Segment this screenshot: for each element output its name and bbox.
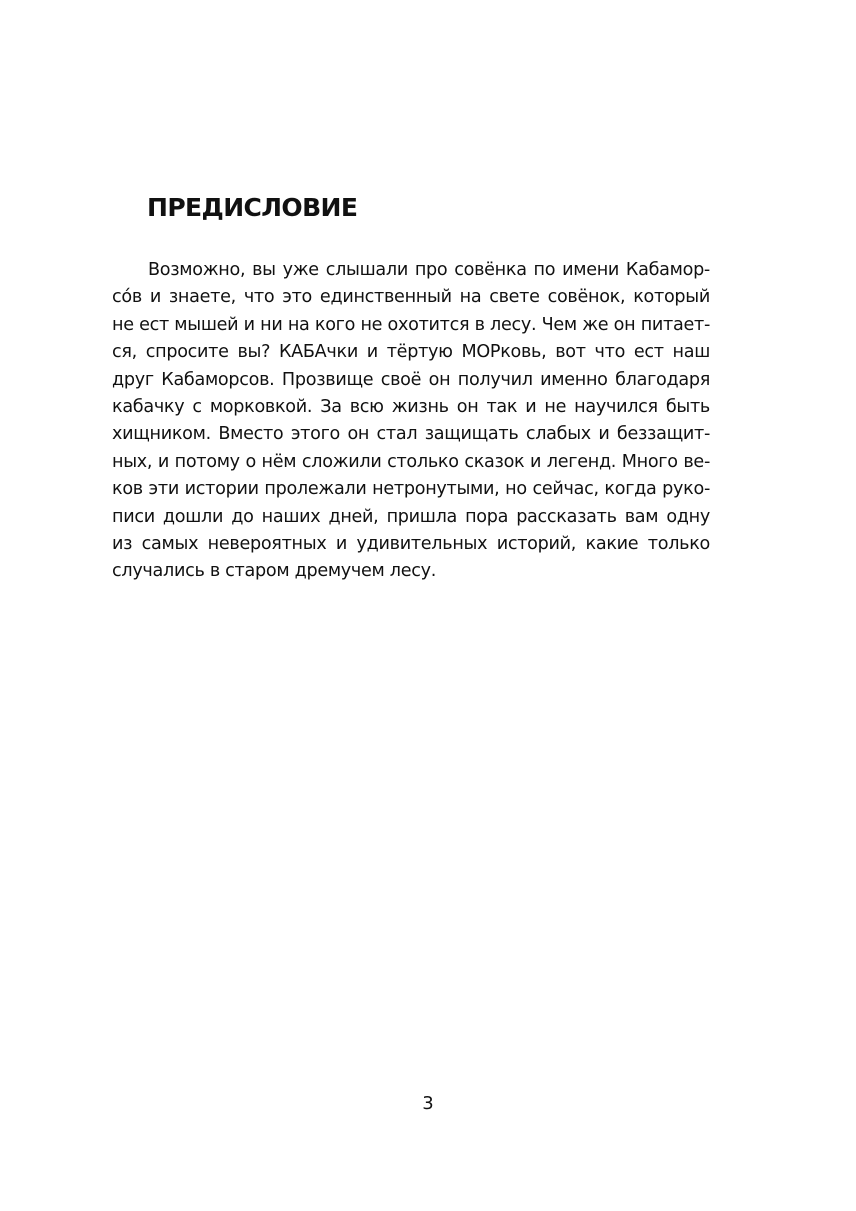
- paragraph-line: из самых невероятных и удивительных историй, какие только: [112, 533, 710, 554]
- paragraph-line: писи дошли до наших дней, пришла пора рассказать вам одну: [112, 506, 710, 527]
- preface-paragraph: [112, 257, 710, 586]
- page-number: 3: [422, 1093, 434, 1114]
- paragraph-line: случались в старом дремучем лесу.: [112, 561, 437, 582]
- paragraph-line: со́в и знаете, что это единственный на свете совёнок, который: [112, 287, 710, 308]
- paragraph-line: ков эти истории пролежали нетронутыми, но сейчас, когда руко-: [112, 479, 710, 500]
- paragraph-line: не ест мышей и ни на кого не охотится в лесу. Чем же он питает-: [112, 314, 710, 335]
- chapter-heading: ПРЕДИСЛОВИЕ: [147, 193, 358, 222]
- paragraph-line: ся, спросите вы? КАБАчки и тёртую МОРковь, вот что ест наш: [112, 342, 710, 363]
- paragraph-line: Возможно, вы уже слышали про совёнка по имени Кабамор-: [148, 260, 710, 280]
- paragraph-line: кабачку с морковкой. За всю жизнь он так и не научился быть: [112, 396, 710, 417]
- paragraph-line: друг Кабаморсов. Прозвище своё он получил именно благодаря: [112, 369, 710, 390]
- paragraph-line: хищником. Вместо этого он стал защищать слабых и беззащит-: [112, 424, 710, 445]
- paragraph-line: ных, и потому о нём сложили столько сказок и легенд. Много ве-: [112, 451, 710, 472]
